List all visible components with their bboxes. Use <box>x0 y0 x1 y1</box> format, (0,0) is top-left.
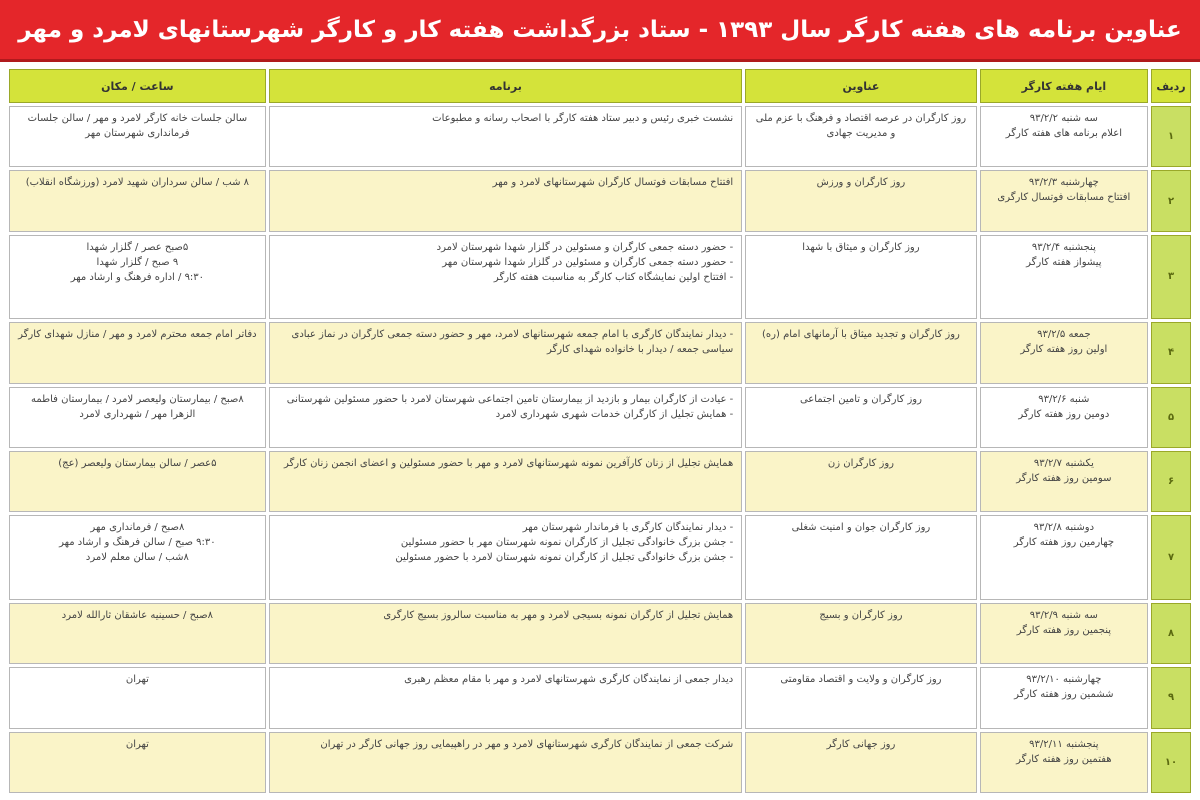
program-cell: - حضور دسته جمعی کارگران و مسئولین در گلزار شهدا شهرستان لامرد - حضور دسته جمعی کارگران و مسئولین در گلزار شهدا شهرستان مهر - افتتاح اولین نمایشگاه کتاب کارگر به مناسبت هفته کارگر <box>269 235 742 319</box>
row-number-cell: ۲ <box>1151 170 1191 231</box>
topic-cell: روز کارگران و تجدید میثاق با آرمانهای امام (ره) <box>745 322 976 383</box>
topic-cell: روز کارگران و تامین اجتماعی <box>745 387 976 448</box>
table-row <box>9 603 1191 664</box>
schedule-table <box>6 66 1194 796</box>
header-row-number: ردیف <box>1151 69 1191 103</box>
header-place: ساعت / مکان <box>9 69 266 103</box>
table-row <box>9 732 1191 793</box>
place-cell: ۵صبح عصر / گلزار شهدا ۹ صبح / گلزار شهدا ۹:۳۰ / اداره فرهنگ و ارشاد مهر <box>9 235 266 319</box>
day-cell: جمعه ۹۳/۲/۵ اولین روز هفته کارگر <box>980 322 1148 383</box>
program-cell: دیدار جمعی از نمایندگان کارگری شهرستانهای لامرد و مهر با مقام معظم رهبری <box>269 667 742 728</box>
day-cell: سه شنبه ۹۳/۲/۲ اعلام برنامه های هفته کارگر <box>980 106 1148 167</box>
row-number-cell: ۱۰ <box>1151 732 1191 793</box>
day-cell: شنبه ۹۳/۲/۶ دومین روز هفته کارگر <box>980 387 1148 448</box>
topic-cell: روز کارگران در عرصه اقتصاد و فرهنگ با عزم ملی و مدیریت جهادی <box>745 106 976 167</box>
day-cell: چهارشنبه ۹۳/۲/۳ افتتاح مسابقات فوتسال کارگری <box>980 170 1148 231</box>
day-cell: چهارشنبه ۹۳/۲/۱۰ ششمین روز هفته کارگر <box>980 667 1148 728</box>
row-number-cell: ۶ <box>1151 451 1191 512</box>
table-row <box>9 451 1191 512</box>
row-number-cell: ۱ <box>1151 106 1191 167</box>
place-cell: تهران <box>9 667 266 728</box>
table-row <box>9 170 1191 231</box>
place-cell: ۵عصر / سالن بیمارستان ولیعصر (عج) <box>9 451 266 512</box>
place-cell: تهران <box>9 732 266 793</box>
place-cell: سالن جلسات خانه کارگر لامرد و مهر / سالن جلسات فرمانداری شهرستان مهر <box>9 106 266 167</box>
header-program: برنامه <box>269 69 742 103</box>
topic-cell: روز جهانی کارگر <box>745 732 976 793</box>
row-number-cell: ۳ <box>1151 235 1191 319</box>
day-cell: یکشنبه ۹۳/۲/۷ سومین روز هفته کارگر <box>980 451 1148 512</box>
topic-cell: روز کارگران جوان و امنیت شغلی <box>745 515 976 599</box>
table-row <box>9 322 1191 383</box>
program-cell: افتتاح مسابقات فوتسال کارگران شهرستانهای لامرد و مهر <box>269 170 742 231</box>
place-cell: دفاتر امام جمعه محترم لامرد و مهر / منازل شهدای کارگر <box>9 322 266 383</box>
program-cell: - عیادت از کارگران بیمار و بازدید از بیمارستان تامین اجتماعی شهرستان لامرد با حضور مسئولین شهرستانی - همایش تجلیل از کارگران خدمات شهری شهرداری لامرد <box>269 387 742 448</box>
day-cell: سه شنبه ۹۳/۲/۹ پنجمین روز هفته کارگر <box>980 603 1148 664</box>
table-header-row <box>9 69 1191 103</box>
table-row <box>9 667 1191 728</box>
place-cell: ۸ شب / سالن سرداران شهید لامرد (ورزشگاه انقلاب) <box>9 170 266 231</box>
header-topic: عناوین <box>745 69 976 103</box>
row-number-cell: ۷ <box>1151 515 1191 599</box>
header-days: ایام هفته کارگر <box>980 69 1148 103</box>
program-cell: نشست خبری رئیس و دبیر ستاد هفته کارگر با اصحاب رسانه و مطبوعات <box>269 106 742 167</box>
day-cell: پنجشنبه ۹۳/۲/۱۱ هفتمین روز هفته کارگر <box>980 732 1148 793</box>
topic-cell: روز کارگران و ولایت و اقتصاد مقاومتی <box>745 667 976 728</box>
program-cell: همایش تجلیل از زنان کارآفرین نمونه شهرستانهای لامرد و مهر با حضور مسئولین و اعضای انجمن زنان کارگر <box>269 451 742 512</box>
row-number-cell: ۹ <box>1151 667 1191 728</box>
topic-cell: روز کارگران زن <box>745 451 976 512</box>
program-cell: - دیدار نمایندگان کارگری با امام جمعه شهرستانهای لامرد، مهر و حضور دسته جمعی کارگران در نماز عبادی سیاسی جمعه / دیدار با خانواده شهدای کارگر <box>269 322 742 383</box>
place-cell: ۸صبح / حسینیه عاشقان ثارالله لامرد <box>9 603 266 664</box>
row-number-cell: ۵ <box>1151 387 1191 448</box>
program-cell: همایش تجلیل از کارگران نمونه بسیجی لامرد و مهر به مناسبت سالروز بسیج کارگری <box>269 603 742 664</box>
table-row <box>9 515 1191 599</box>
row-number-cell: ۸ <box>1151 603 1191 664</box>
table-row <box>9 235 1191 319</box>
row-number-cell: ۴ <box>1151 322 1191 383</box>
day-cell: پنجشنبه ۹۳/۲/۴ پیشواز هفته کارگر <box>980 235 1148 319</box>
topic-cell: روز کارگران و میثاق با شهدا <box>745 235 976 319</box>
table-row <box>9 106 1191 167</box>
topic-cell: روز کارگران و بسیج <box>745 603 976 664</box>
place-cell: ۸صبح / بیمارستان ولیعصر لامرد / بیمارستان فاطمه الزهرا مهر / شهرداری لامرد <box>9 387 266 448</box>
topic-cell: روز کارگران و ورزش <box>745 170 976 231</box>
place-cell: ۸صبح / فرمانداری مهر ۹:۳۰ صبح / سالن فرهنگ و ارشاد مهر ۸شب / سالن معلم لامرد <box>9 515 266 599</box>
day-cell: دوشنبه ۹۳/۲/۸ چهارمین روز هفته کارگر <box>980 515 1148 599</box>
table-row <box>9 387 1191 448</box>
page-title: عناوین برنامه های هفته کارگر سال ۱۳۹۳ - ستاد بزرگداشت هفته کار و کارگر شهرستانهای لامرد و مهر <box>0 0 1200 62</box>
program-cell: - دیدار نمایندگان کارگری با فرماندار شهرستان مهر - جشن بزرگ خانوادگی تجلیل از کارگران نمونه شهرستان مهر با حضور مسئولین - جشن بزرگ خانوادگی تجلیل از کارگران نمونه شهرستان لامرد با حضور مسئولین <box>269 515 742 599</box>
program-cell: شرکت جمعی از نمایندگان کارگری شهرستانهای لامرد و مهر در راهپیمایی روز جهانی کارگر در تهران <box>269 732 742 793</box>
